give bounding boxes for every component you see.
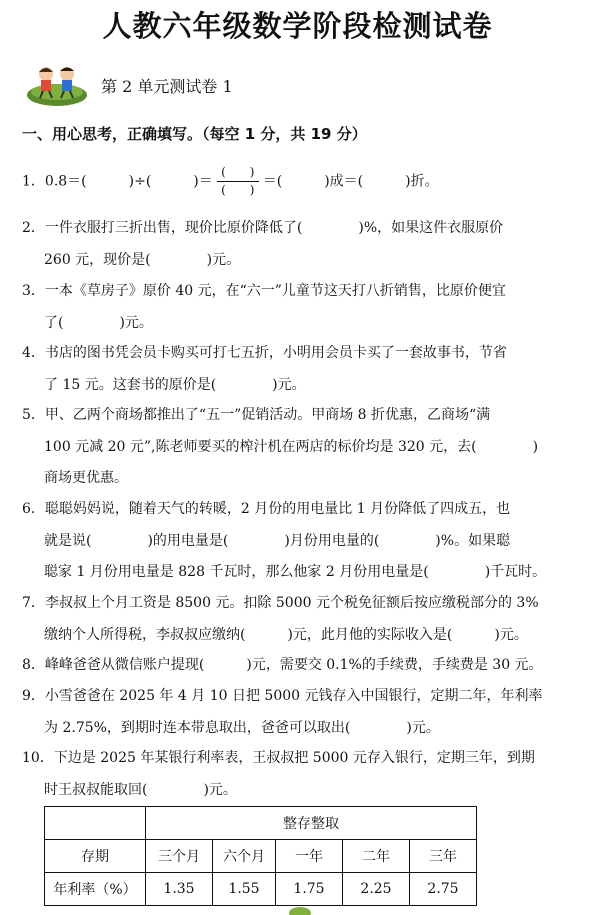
question-4 bbox=[22, 338, 577, 401]
question-9 bbox=[22, 681, 577, 744]
table-group-header: 整存整取 bbox=[146, 807, 477, 840]
table-cell-term: 三个月 bbox=[146, 840, 213, 873]
question-8 bbox=[22, 650, 577, 682]
q2-line-1: 2．一件衣服打三折出售，现价比原价降低了( )%，如果这件衣服原价 bbox=[22, 220, 504, 236]
page-title: 人教六年级数学阶段检测试卷 bbox=[102, 9, 493, 43]
q1-frac-denominator: ( ) bbox=[221, 183, 255, 197]
row-label-term: 存期 bbox=[45, 840, 146, 873]
q4-line-2: 了 15 元。这套书的原价是( )元。 bbox=[44, 376, 306, 393]
kids-logo-icon bbox=[26, 62, 88, 106]
decoration-icon bbox=[288, 905, 312, 915]
q1-part-b: ＝( )成＝( )折。 bbox=[262, 173, 439, 190]
table-row bbox=[45, 873, 477, 906]
q1-fraction bbox=[217, 165, 259, 198]
q1-frac-numerator: ( ) bbox=[221, 165, 255, 179]
q7-line-2: 缴纳个人所得税，李叔叔应缴纳( )元，此月他的实际收入是( )元。 bbox=[44, 626, 528, 643]
table-row bbox=[45, 807, 477, 840]
q7-line-1: 7．李叔叔上个月工资是 8500 元。扣除 5000 元个税免征额后按应缴税部分的 3% bbox=[22, 595, 539, 611]
q3-line-2: 了( )元。 bbox=[44, 314, 153, 331]
table-cell-rate: 2.25 bbox=[343, 873, 410, 906]
q5-line-2: 100 元减 20 元”,陈老师要买的榨汁机在两店的标价均是 320 元，去( ) bbox=[44, 438, 539, 455]
q8-line-1: 8．峰峰爸爸从微信账户提现( )元，需要交 0.1%的手续费，手续费是 30 元。 bbox=[22, 657, 543, 673]
section-heading: 一、用心思考，正确填写。（每空 1 分，共 19 分） bbox=[22, 125, 367, 143]
interest-rate-table bbox=[44, 806, 477, 906]
q3-line-1: 3．一本《草房子》原价 40 元，在“六一”儿童节这天打八折销售，比原价便宜 bbox=[22, 283, 506, 299]
q6-line-2: 就是说( )的用电量是( )月份用电量的( )%。如果聪 bbox=[44, 532, 511, 549]
table-corner-cell bbox=[45, 807, 146, 840]
table-cell-term: 六个月 bbox=[213, 840, 276, 873]
table-cell-rate: 1.35 bbox=[146, 873, 213, 906]
table-cell-rate: 1.55 bbox=[213, 873, 276, 906]
q5-line-3: 商场更优惠。 bbox=[44, 470, 128, 486]
row-label-rate: 年利率（%） bbox=[45, 873, 146, 906]
question-2 bbox=[22, 213, 577, 276]
q2-line-2: 260 元，现价是( )元。 bbox=[44, 251, 241, 268]
table-cell-rate: 1.75 bbox=[276, 873, 343, 906]
q1-part-a: 1．0.8＝( )÷( )＝ bbox=[22, 173, 213, 190]
q9-line-2: 为 2.75%，到期时连本带息取出，爸爸可以取出( )元。 bbox=[44, 719, 440, 736]
question-7 bbox=[22, 588, 577, 651]
q6-line-3: 聪家 1 月份用电量是 828 千瓦时，那么他家 2 月份用电量是( )千瓦时。 bbox=[44, 564, 547, 580]
table-row bbox=[45, 840, 477, 873]
question-1 bbox=[22, 165, 577, 198]
question-3 bbox=[22, 276, 577, 339]
q5-line-1: 5．甲、乙两个商场都推出了“五一”促销活动。甲商场 8 折优惠，乙商场“满 bbox=[22, 407, 491, 423]
question-10 bbox=[22, 743, 577, 806]
q10-line-2: 时王叔叔能取回( )元。 bbox=[44, 781, 237, 798]
question-5 bbox=[22, 400, 577, 495]
q9-line-1: 9．小雪爸爸在 2025 年 4 月 10 日把 5000 元钱存入中国银行，定期二年，年利率 bbox=[22, 688, 543, 704]
q4-line-1: 4．书店的图书凭会员卡购买可打七五折，小明用会员卡买了一套故事书，节省 bbox=[22, 345, 507, 361]
q6-line-1: 6．聪聪妈妈说，随着天气的转暖，2 月份的用电量比 1 月份降低了四成五，也 bbox=[22, 501, 511, 517]
table-cell-rate: 2.75 bbox=[410, 873, 477, 906]
question-6 bbox=[22, 494, 577, 589]
table-cell-term: 三年 bbox=[410, 840, 477, 873]
fraction-bar bbox=[217, 181, 259, 182]
table-cell-term: 一年 bbox=[276, 840, 343, 873]
unit-label: 第 2 单元测试卷 1 bbox=[101, 77, 233, 96]
q10-line-1: 10．下边是 2025 年某银行利率表，王叔叔把 5000 元存入银行，定期三年，到期 bbox=[22, 750, 535, 766]
table-cell-term: 二年 bbox=[343, 840, 410, 873]
